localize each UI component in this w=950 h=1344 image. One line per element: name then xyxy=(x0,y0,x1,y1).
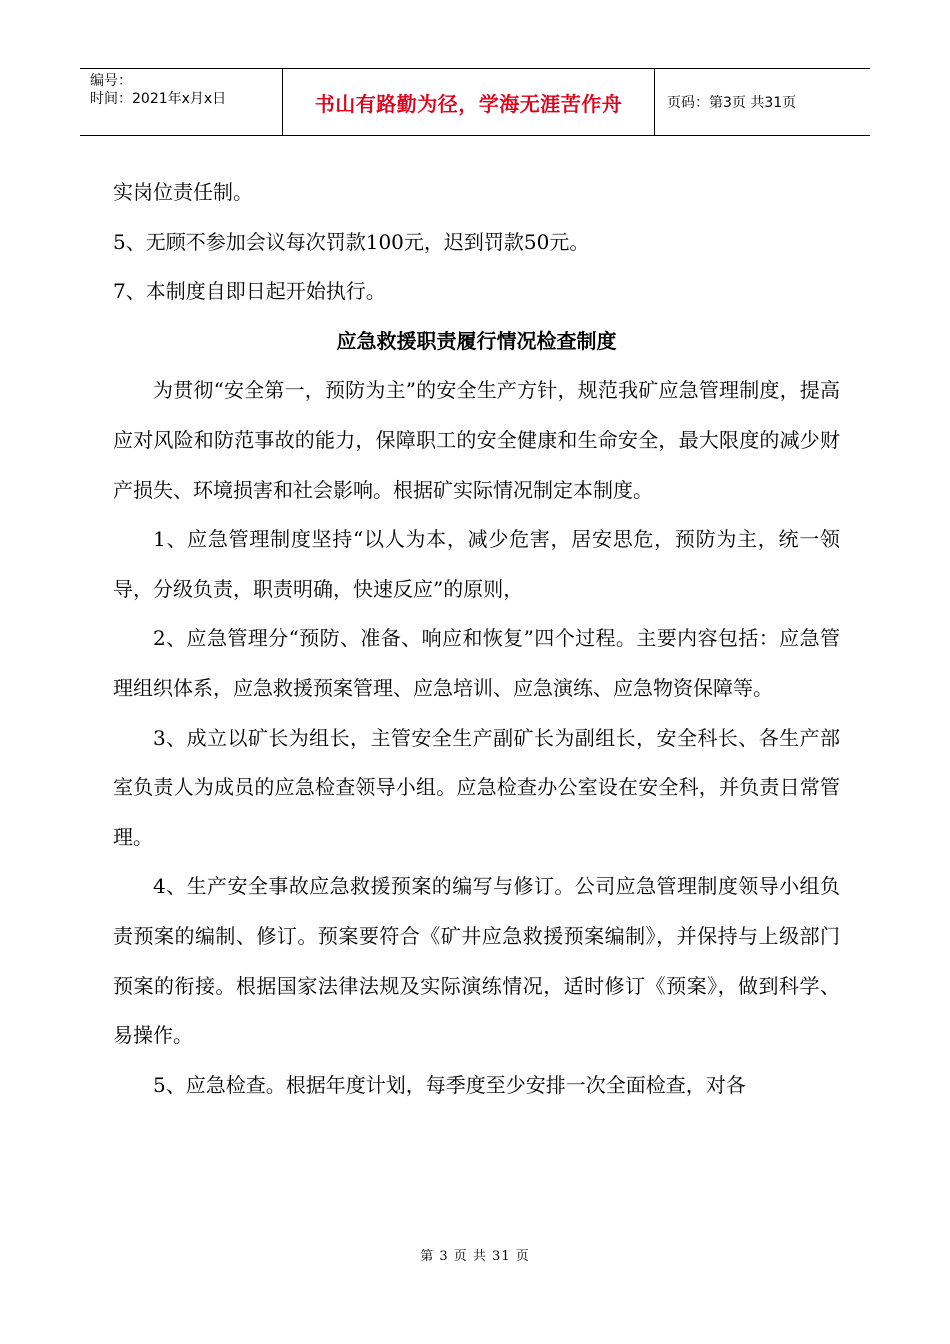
header-motto: 书山有路勤为径，学海无涯苦作舟 xyxy=(283,69,655,135)
header-page-label: 页码：第3页 共31页 xyxy=(667,95,797,111)
paragraph: 3、成立以矿长为组长，主管安全生产副矿长为副组长，安全科长、各生产部室负责人为成员的应急检查领导小组。应急检查办公室设在安全科，并负责日常管理。 xyxy=(113,725,840,849)
paragraph: 2、应急管理分“预防、准备、响应和恢复”四个过程。主要内容包括：应急管理组织体系，应急救援预案管理、应急培训、应急演练、应急物资保障等。 xyxy=(113,626,840,700)
page-header xyxy=(80,68,870,136)
section-title: 应急救援职责履行情况检查制度 xyxy=(336,328,617,353)
page-footer: 第 3 页 共 31 页 xyxy=(420,1249,530,1264)
document-body xyxy=(113,168,840,1110)
paragraph: 5、应急检查。根据年度计划，每季度至少安排一次全面检查，对各 xyxy=(153,1072,746,1097)
number-label: 编号： xyxy=(90,73,132,89)
paragraph: 为贯彻“安全第一，预防为主”的安全生产方针，规范我矿应急管理制度，提高应对风险和防范事故的能力，保障职工的安全健康和生命安全，最大限度的减少财产损失、环境损害和社会影响。根据矿实际情况制定本制度。 xyxy=(113,378,840,502)
paragraph: 1、应急管理制度坚持“以人为本，减少危害，居安思危，预防为主，统一领导，分级负责，职责明确，快速反应”的原则， xyxy=(113,527,840,601)
header-meta xyxy=(80,69,283,135)
paragraph: 实岗位责任制。 xyxy=(113,180,253,204)
paragraph: 4、生产安全事故应急救援预案的编写与修订。公司应急管理制度领导小组负责预案的编制、修订。预案要符合《矿井应急救援预案编制》，并保持与上级部门预案的衔接。根据国家法律法规及实际演练情况，适时修订《预案》，做到科学、易操作。 xyxy=(113,874,840,1048)
paragraph: 5、无顾不参加会议每次罚款100元，迟到罚款50元。 xyxy=(113,229,590,254)
paragraph: 7、本制度自即日起开始执行。 xyxy=(113,279,386,304)
time-label: 时间：2021年x月x日 xyxy=(90,91,227,107)
